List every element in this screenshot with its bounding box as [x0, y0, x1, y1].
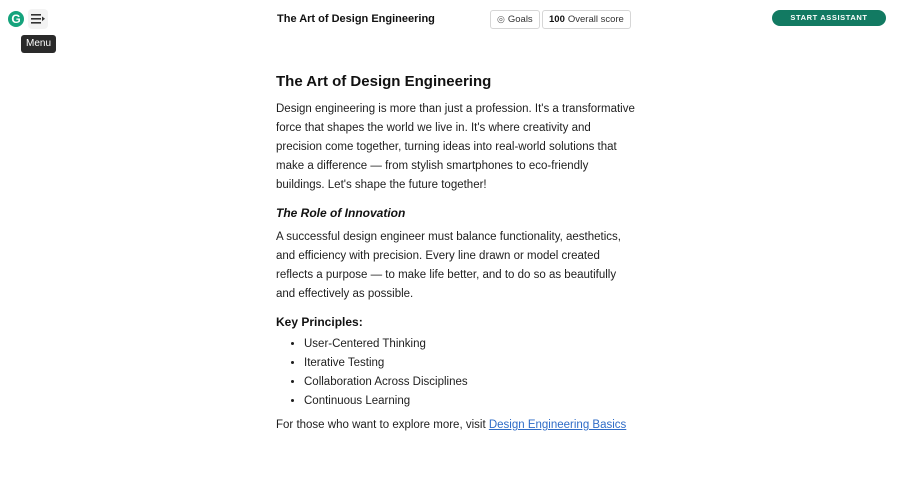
closing-text: For those who want to explore more, visit: [276, 419, 489, 431]
design-engineering-basics-link[interactable]: Design Engineering Basics: [488, 419, 627, 431]
overall-score-button[interactable]: [542, 10, 631, 29]
document-title-header: The Art of Design Engineering: [277, 13, 435, 25]
innovation-paragraph: A successful design engineer must balance functionality, aesthetics, and efficiency with precision. Every line drawn or model created reflects a purpose — to make life better, and to do so as beautifully and effectively as possible.: [276, 231, 621, 300]
intro-paragraph: Design engineering is more than just a profession. It's a transformative force that shapes the world we live in. It's where creativity and precision come together, turning ideas into real-world solutions that make a difference — from stylish smartphones to eco-friendly buildings. Let's shape the future together!: [276, 103, 635, 191]
list-item: • Continuous Learning: [304, 392, 636, 411]
goals-icon: ◎: [497, 14, 505, 24]
top-bar: [0, 0, 900, 49]
closing-paragraph: [276, 416, 636, 435]
score-value: 100: [549, 14, 565, 25]
list-item: • User-Centered Thinking: [304, 335, 636, 354]
section-heading-principles: Key Principles:: [276, 315, 363, 329]
menu-icon: [30, 12, 46, 26]
score-label: Overall score: [567, 14, 624, 25]
document-body[interactable]: [276, 70, 636, 435]
principles-list: [276, 335, 636, 411]
section-heading-innovation: The Role of Innovation: [276, 206, 406, 220]
menu-button[interactable]: [28, 9, 48, 29]
goals-button[interactable]: [490, 10, 540, 29]
page-title: The Art of Design Engineering: [276, 73, 492, 90]
grammarly-logo-icon[interactable]: G: [8, 11, 24, 27]
start-assistant-button[interactable]: START ASSISTANT: [772, 10, 886, 26]
goals-label: Goals: [507, 14, 533, 25]
list-item: • Iterative Testing: [304, 354, 636, 373]
list-item: • Collaboration Across Disciplines: [304, 373, 636, 392]
menu-tooltip: Menu: [21, 35, 56, 53]
